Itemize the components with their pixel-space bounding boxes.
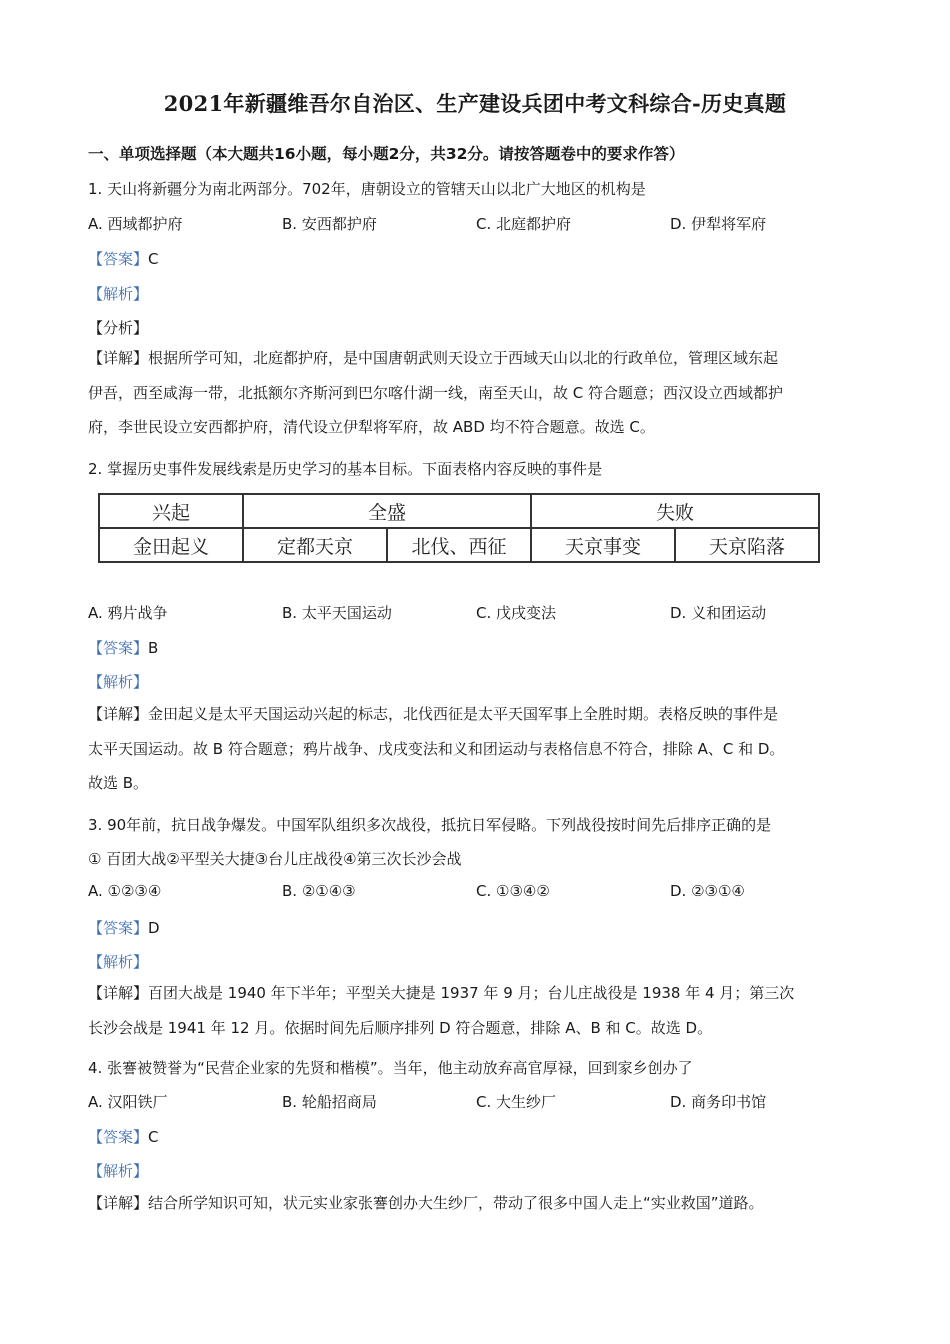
- q1-detail-line-1: [88, 341, 866, 376]
- question-3-items: ① 百团大战②平型关大捷③台儿庄战役④第三次长沙会战: [88, 850, 462, 868]
- q2-detail-line-1: [88, 697, 866, 732]
- q3-detail-line-2: 长沙会战是 1941 年 12 月。依据时间先后顺序排列 D 符合题意，排除 A、B 和 C。故选 D。: [88, 1018, 713, 1037]
- q4-detail-line-1: [88, 1186, 866, 1221]
- q2-detail-line-3: 故选 B。: [88, 774, 149, 792]
- question-4-stem: 4. 张謇被赞誉为“民营企业家的先贤和楷模”。当年，他主动放弃高官厚禄，回到家乡创办了: [88, 1059, 693, 1077]
- table-cell: 金田起义: [99, 528, 243, 562]
- page-title: 2021年新疆维吾尔自治区、生产建设兵团中考文科综合-历史真题: [163, 91, 787, 116]
- table-cell: 北伐、西征: [387, 528, 531, 562]
- q2-detail-line-2: 太平天国运动。故 B 符合题意；鸦片战争、戊戌变法和义和团运动与表格信息不符合，排除 A、C 和 D。: [88, 739, 785, 758]
- q2-answer-line: [88, 637, 158, 658]
- q3-answer: D: [148, 919, 160, 937]
- q4-option-d: D. 商务印书馆: [670, 1093, 767, 1111]
- table-cell: 天京事变: [531, 528, 675, 562]
- table-header-cell: 兴起: [99, 494, 243, 528]
- q1-detail-line-3: 府，李世民设立安西都护府，清代设立伊犁将军府，故 ABD 均不符合题意。故选 C。: [88, 418, 655, 436]
- q2-answer: B: [148, 639, 159, 657]
- question-3-stem: 3. 90年前，抗日战争爆发。中国军队组织多次战役，抵抗日军侵略。下列战役按时间先后排序正确的是: [88, 816, 772, 834]
- table-cell: 天京陷落: [675, 528, 819, 562]
- q3-answer-line: [88, 917, 160, 938]
- q3-detail-text-1: 百团大战是 1940 年下半年；平型关大捷是 1937 年 9 月；台儿庄战役是 1938 年 4 月；第三次: [148, 984, 795, 1002]
- q3-option-c: C. ①③④②: [476, 882, 550, 900]
- q1-detail-text-1: 根据所学可知，北庭都护府，是中国唐朝武则天设立于西域天山以北的行政单位，管理区域东起: [148, 349, 779, 367]
- detail-label: 【详解】: [88, 1194, 149, 1212]
- detail-label: 【详解】: [88, 984, 149, 1002]
- q1-analysis-label: 【解析】: [88, 285, 149, 303]
- q3-option-d: D. ②③①④: [670, 882, 745, 900]
- detail-label: 【详解】: [88, 705, 149, 723]
- question-1-stem: 1. 天山将新疆分为南北两部分。702年，唐朝设立的管辖天山以北广大地区的机构是: [88, 180, 646, 198]
- q2-detail: [88, 697, 866, 801]
- table-row: [99, 528, 819, 562]
- q2-option-a: A. 鸦片战争: [88, 604, 168, 622]
- question-2-stem: 2. 掌握历史事件发展线索是历史学习的基本目标。下面表格内容反映的事件是: [88, 460, 603, 478]
- q4-answer-line: [88, 1126, 159, 1147]
- q2-analysis-label: 【解析】: [88, 673, 149, 691]
- detail-label: 【详解】: [88, 349, 149, 367]
- q1-fenxi-label: 【分析】: [88, 319, 149, 337]
- q2-detail-text-1: 金田起义是太平天国运动兴起的标志，北伐西征是太平天国军事上全胜时期。表格反映的事件是: [148, 705, 779, 723]
- q1-detail: [88, 341, 866, 445]
- q1-detail-line-2: 伊吾，西至咸海一带，北抵额尔齐斯河到巴尔喀什湖一线，南至天山，故 C 符合题意；西汉设立西域都护: [88, 383, 784, 402]
- q4-option-c: C. 大生纱厂: [476, 1093, 557, 1111]
- answer-label: 【答案】: [88, 639, 149, 657]
- q3-detail: [88, 976, 866, 1045]
- q1-option-c: C. 北庭都护府: [476, 215, 572, 233]
- q2-option-c: C. 戊戌变法: [476, 604, 557, 622]
- table-header-cell: 全盛: [243, 494, 531, 528]
- table-header-cell: 失败: [531, 494, 819, 528]
- q3-option-a: A. ①②③④: [88, 882, 162, 900]
- table-cell: 定都天京: [243, 528, 387, 562]
- q2-option-d: D. 义和团运动: [670, 604, 767, 622]
- q4-analysis-label: 【解析】: [88, 1162, 149, 1180]
- q1-option-a: A. 西域都护府: [88, 215, 183, 233]
- q1-answer: C: [148, 250, 159, 268]
- answer-label: 【答案】: [88, 1128, 149, 1146]
- q1-option-b: B. 安西都护府: [282, 215, 377, 233]
- q4-detail-text-1: 结合所学知识可知，状元实业家张謇创办大生纱厂，带动了很多中国人走上“实业救国”道路。: [148, 1194, 764, 1212]
- taiping-events-table: [98, 493, 820, 563]
- q3-analysis-label: 【解析】: [88, 953, 149, 971]
- q4-option-a: A. 汉阳铁厂: [88, 1093, 168, 1111]
- q3-detail-line-1: [88, 976, 866, 1011]
- answer-label: 【答案】: [88, 250, 149, 268]
- q4-option-b: B. 轮船招商局: [282, 1093, 377, 1111]
- q2-option-b: B. 太平天国运动: [282, 604, 392, 622]
- q1-option-d: D. 伊犁将军府: [670, 215, 767, 233]
- section-heading: 一、单项选择题（本大题共16小题，每小题2分，共32分。请按答题卷中的要求作答）: [88, 145, 685, 163]
- q4-answer: C: [148, 1128, 159, 1146]
- q4-detail: [88, 1186, 866, 1221]
- table-header-row: [99, 494, 819, 528]
- answer-label: 【答案】: [88, 919, 149, 937]
- q1-answer-line: [88, 248, 159, 269]
- q3-option-b: B. ②①④③: [282, 882, 356, 900]
